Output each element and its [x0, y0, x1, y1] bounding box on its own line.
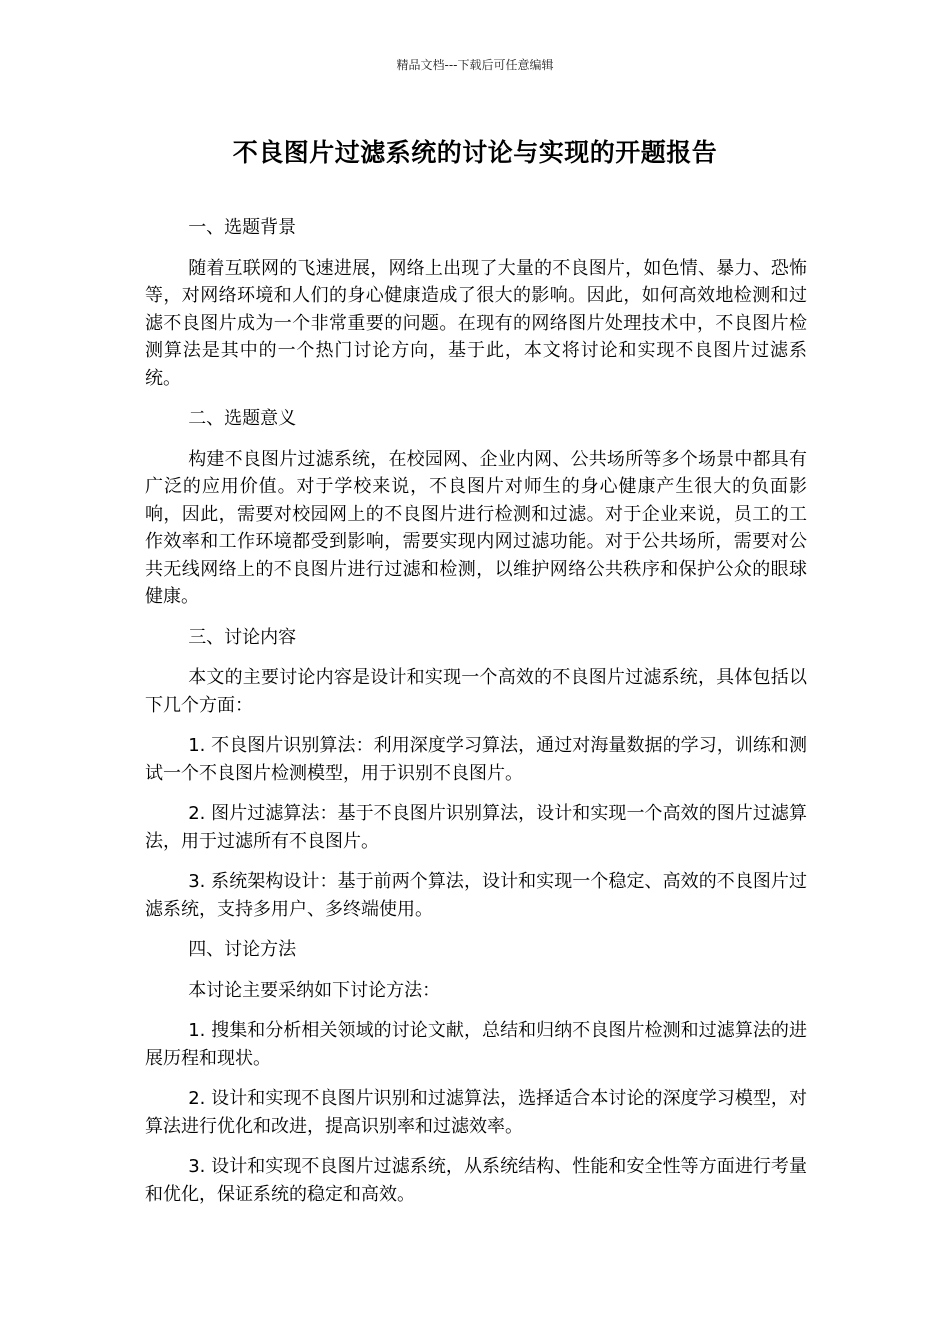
header-note: 精品文档---下载后可任意编辑	[396, 58, 554, 72]
list-item-method-1: 1. 搜集和分析相关领域的讨论文献，总结和归纳不良图片检测和过滤算法的进展历程和现状。	[145, 1020, 807, 1069]
list-item-content-2: 2. 图片过滤算法：基于不良图片识别算法，设计和实现一个高效的图片过滤算法，用于过滤所有不良图片。	[145, 803, 807, 852]
paragraph-method-intro: 本讨论主要采纳如下讨论方法：	[188, 979, 441, 1001]
section-heading-significance: 二、选题意义	[188, 408, 297, 429]
section-heading-background: 一、选题背景	[188, 217, 297, 238]
list-item-method-3: 3. 设计和实现不良图片过滤系统，从系统结构、性能和安全性等方面进行考量和优化，保证系统的稳定和高效。	[145, 1156, 807, 1205]
list-item-content-3: 3. 系统架构设计：基于前两个算法，设计和实现一个稳定、高效的不良图片过滤系统，支持多用户、多终端使用。	[145, 871, 807, 920]
list-item-method-2: 2. 设计和实现不良图片识别和过滤算法，选择适合本讨论的深度学习模型，对算法进行优化和改进，提高识别率和过滤效率。	[145, 1088, 807, 1137]
paragraph-background: 随着互联网的飞速进展，网络上出现了大量的不良图片，如色情、暴力、恐怖等，对网络环境和人们的身心健康造成了很大的影响。因此，如何高效地检测和过滤不良图片成为一个非常重要的问题。在现有的网络图片处理技术中，不良图片检测算法是其中的一个热门讨论方向，基于此，本文将讨论和实现不良图片过滤系统。	[145, 257, 807, 389]
paragraph-content-intro: 本文的主要讨论内容是设计和实现一个高效的不良图片过滤系统，具体包括以下几个方面：	[145, 667, 807, 716]
paragraph-significance: 构建不良图片过滤系统，在校园网、企业内网、公共场所等多个场景中都具有广泛的应用价值。对于学校来说，不良图片对师生的身心健康产生很大的负面影响，因此，需要对校园网上的不良图片进行检测和过滤。对于企业来说，员工的工作效率和工作环境都受到影响，需要实现内网过滤功能。对于公共场所，需要对公共无线网络上的不良图片进行过滤和检测，以维护网络公共秩序和保护公众的眼球健康。	[145, 448, 807, 607]
section-heading-content: 三、讨论内容	[188, 626, 297, 648]
section-heading-method: 四、讨论方法	[188, 939, 297, 960]
list-item-content-1: 1. 不良图片识别算法：利用深度学习算法，通过对海量数据的学习，训练和测试一个不良图片检测模型，用于识别不良图片。	[145, 735, 807, 784]
document-body	[145, 214, 807, 1221]
document-title: 不良图片过滤系统的讨论与实现的开题报告	[232, 138, 718, 167]
